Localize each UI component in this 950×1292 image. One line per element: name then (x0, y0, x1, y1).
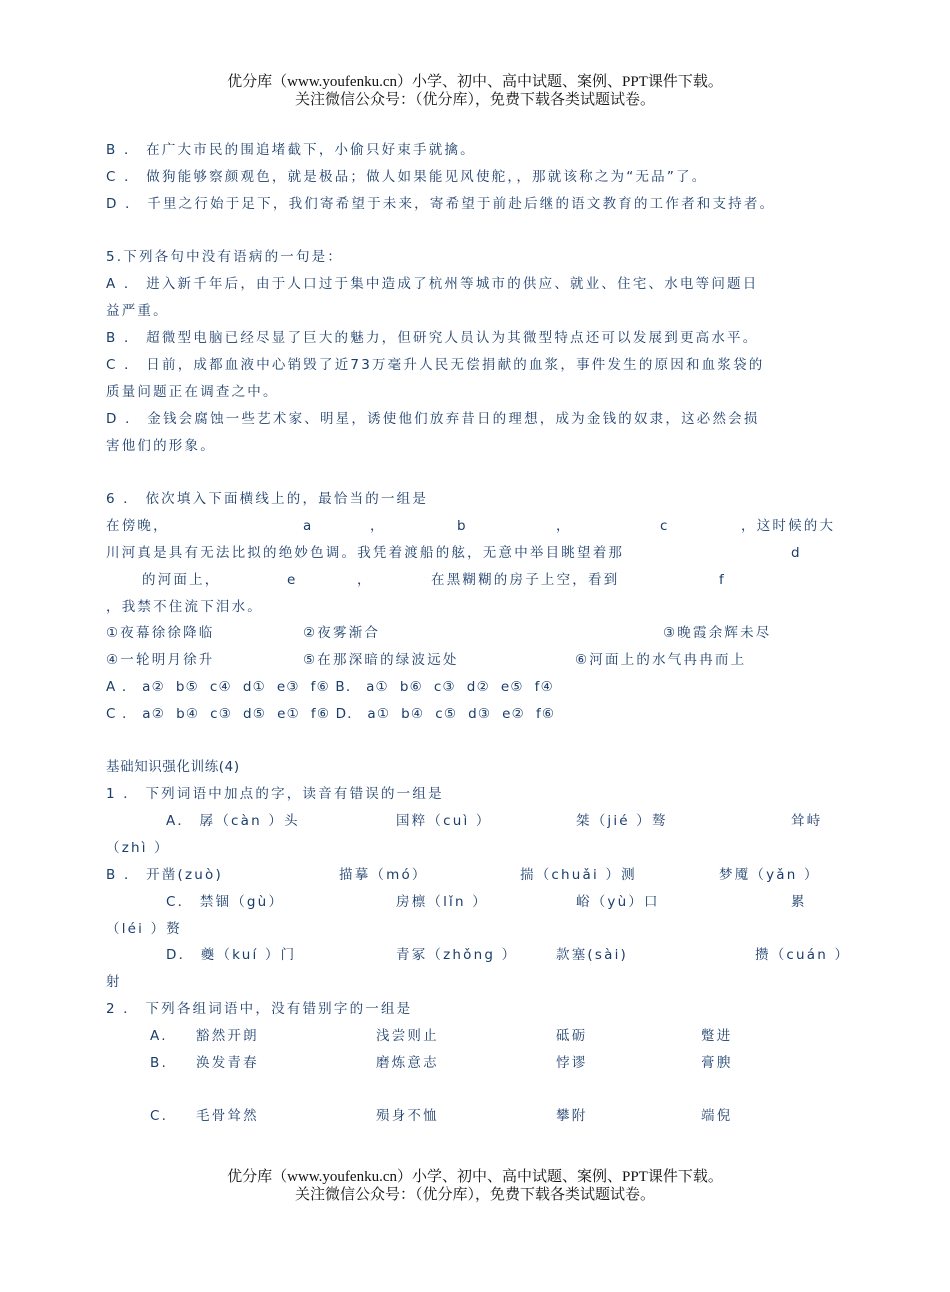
header-line-2: 关注微信公众号：（优分库），免费下载各类试题试卷。 (294, 92, 655, 108)
q6-option-5: ⑤在那深暗的绿波远处 (303, 652, 459, 668)
q6-passage-line2: 川河真是具有无法比拟的绝妙色调。我凭着渡船的舷，无意中举目眺望着那 (106, 545, 625, 561)
s-q1-a-item4: 耸峙 (791, 813, 823, 829)
s-q2-a-label: A. (150, 1028, 168, 1044)
s-q2-a-word4: 蹩进 (701, 1028, 733, 1044)
q6-option-4: ④一轮明月徐升 (106, 652, 215, 668)
section-title: 基础知识强化训练(4) (106, 759, 240, 775)
s-q1-c-item2: 房檩（lǐn ） (396, 894, 488, 910)
q6-comma-1: ， (370, 518, 386, 534)
footer-line-2: 关注微信公众号：（优分库），免费下载各类试题试卷。 (294, 1187, 655, 1203)
s-q1-a-continued: （zhì ） (106, 840, 170, 856)
s-q1-d-item1: D． 夔（kuí ）门 (166, 947, 297, 963)
q6-option-6: ⑥河面上的水气冉冉而上 (575, 652, 747, 668)
s-q2-a-word1: 豁然开朗 (196, 1028, 259, 1044)
s-q2-a-word3: 砥砺 (556, 1028, 588, 1044)
s-q2-c-word1: 毛骨耸然 (196, 1108, 259, 1124)
q5-option-c-line2: 质量问题正在调查之中。 (106, 384, 279, 400)
prev-option-c: C ． 做狗能够察颜观色，就是极品；做人如果能见风使舵，，那就该称之为“无品”了。 (106, 169, 708, 185)
q6-choices-cd: C ． a② b④ c③ d⑤ e① f⑥ D． a① b④ c⑤ d③ e② f⑥ (106, 706, 556, 722)
q5-option-b: B ． 超微型电脑已经尽显了巨大的魅力，但研究人员认为其微型特点还可以发展到更高水平。 (106, 330, 759, 346)
s-q1-a-item3: 桀（jié ）骜 (576, 813, 668, 829)
s-q1-b-item2: 描摹（mó） (339, 867, 428, 883)
s-q1-d-item4: 攒（cuán ） (755, 947, 851, 963)
s-q1-b-item3: 揣（chuǎi ）测 (520, 867, 637, 883)
q6-blank-f: f (719, 572, 726, 588)
q6-comma-3: ， (357, 572, 373, 588)
s-q2-stem: 2 ． 下列各组词语中，没有错别字的一组是 (106, 1001, 413, 1017)
q6-blank-a: a (303, 518, 314, 534)
q6-passage-start: 在傍晚， (106, 518, 169, 534)
q6-blank-b: b (457, 518, 468, 534)
s-q1-c-item1: C． 禁锢（gù） (166, 894, 285, 910)
q6-stem: 6 ． 依次填入下面横线上的，最恰当的一组是 (106, 491, 429, 507)
q5-option-c-line1: C ． 日前，成都血液中心销毁了近73万毫升人民无偿捐献的血浆，事件发生的原因和血浆袋的 (106, 357, 765, 373)
footer-line-1: 优分库（www.youfenku.cn）小学、初中、高中试题、案例、PPT课件下载。 (227, 1169, 723, 1185)
prev-option-d: D ． 千里之行始于足下，我们寄希望于未来，寄希望于前赴后继的语文教育的工作者和支持者。 (106, 196, 776, 212)
q6-option-1: ①夜幕徐徐降临 (106, 625, 215, 641)
q6-option-3: ③晚霞余辉未尽 (663, 625, 772, 641)
s-q1-b-item4: 梦魇（yǎn ） (719, 867, 820, 883)
q5-stem: 5.下列各句中没有语病的一句是： (106, 249, 344, 265)
s-q2-b-label: B. (150, 1055, 168, 1071)
s-q1-c-item3: 峪（yù）口 (576, 894, 660, 910)
q6-blank-d: d (791, 545, 802, 561)
s-q1-d-item2: 青冢（zhǒng ） (396, 947, 518, 963)
q6-passage-line3: 的河面上， (142, 572, 221, 588)
q6-choices-ab: A ． a② b⑤ c④ d① e③ f⑥ B． a① b⑥ c③ d② e⑤ f④ (106, 679, 554, 695)
s-q1-a-item2: 国粹（cuì ） (396, 813, 492, 829)
q6-passage-end: ，这时候的大 (741, 518, 836, 534)
q6-blank-c: c (660, 518, 670, 534)
s-q2-b-word1: 涣发青春 (196, 1055, 259, 1071)
s-q1-d-item3: 款塞(sài) (556, 947, 628, 963)
s-q2-c-word4: 端倪 (701, 1108, 733, 1124)
s-q2-b-word2: 磨炼意志 (376, 1055, 439, 1071)
q6-blank-e: e (287, 572, 298, 588)
s-q1-a-item1: A． 孱（càn ）头 (166, 813, 300, 829)
q6-comma-2: ， (556, 518, 572, 534)
q6-passage-line3-mid: 在黑糊糊的房子上空，看到 (431, 572, 620, 588)
s-q2-b-word3: 悖谬 (556, 1055, 588, 1071)
s-q1-b-item1: B ． 开凿(zuò) (106, 867, 223, 883)
s-q2-b-word4: 膏腴 (701, 1055, 733, 1071)
s-q1-c-continued: （léi ）赘 (106, 921, 182, 937)
s-q2-a-word2: 浅尝则止 (376, 1028, 439, 1044)
q5-option-a-line2: 益严重。 (106, 303, 169, 319)
q5-option-d-line1: D ． 金钱会腐蚀一些艺术家、明星，诱使他们放弃昔日的理想，成为金钱的奴隶，这必然会损 (106, 411, 760, 427)
s-q1-c-item4: 累 (791, 894, 807, 910)
q6-passage-line4: ，我禁不住流下泪水。 (106, 599, 263, 615)
header-line-1: 优分库（www.youfenku.cn）小学、初中、高中试题、案例、PPT课件下载。 (227, 74, 723, 90)
s-q1-d-continued: 射 (106, 974, 122, 990)
s-q2-c-word2: 殒身不恤 (376, 1108, 439, 1124)
q5-option-d-line2: 害他们的形象。 (106, 438, 216, 454)
s-q2-c-word3: 攀附 (556, 1108, 588, 1124)
prev-option-b: B ． 在广大市民的围追堵截下，小偷只好束手就擒。 (106, 142, 476, 158)
q6-option-2: ②夜雾渐合 (303, 625, 381, 641)
s-q1-stem: 1 ． 下列词语中加点的字，读音有错误的一组是 (106, 786, 444, 802)
q5-option-a-line1: A ． 进入新千年后，由于人口过于集中造成了杭州等城市的供应、就业、住宅、水电等问题日 (106, 276, 759, 292)
s-q2-c-label: C. (150, 1108, 169, 1124)
